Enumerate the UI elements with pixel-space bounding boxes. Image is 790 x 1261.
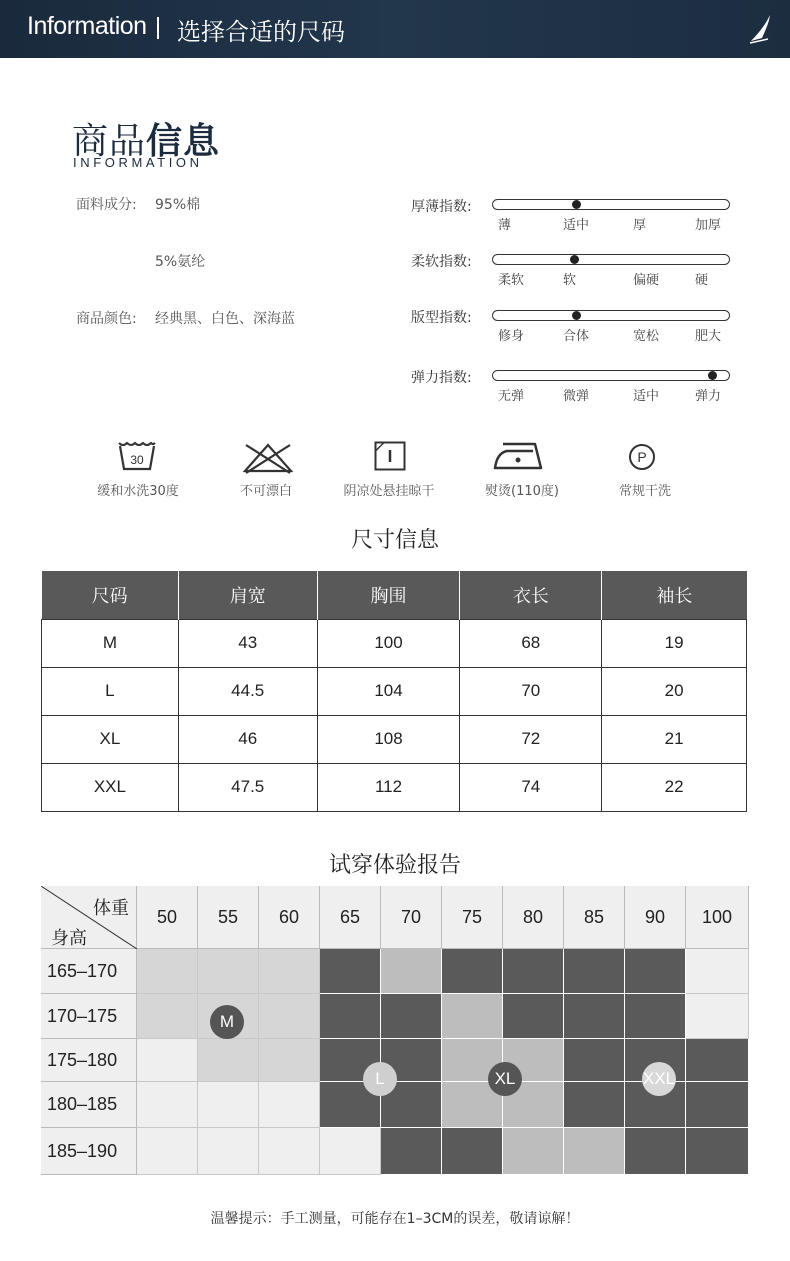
height-header: 170–175	[41, 994, 137, 1039]
care-label-iron: 熨烫(110度)	[485, 484, 559, 499]
fit-cell	[259, 949, 320, 994]
care-label-wash: 缓和水洗30度	[97, 484, 179, 499]
index-tick-label: 软	[563, 273, 577, 288]
size-row	[42, 715, 747, 763]
index-tick-label: 无弹	[498, 389, 525, 404]
fit-cell	[137, 1082, 198, 1128]
header-title-en: Information	[27, 12, 147, 40]
size-row	[42, 763, 747, 811]
index-label: 厚薄指数:	[411, 199, 472, 215]
fit-cell	[564, 1082, 625, 1128]
size-cell: 43	[178, 619, 317, 667]
product-info-title: 商品信息	[72, 121, 221, 162]
fit-cell	[259, 1082, 320, 1128]
wash-temp-text: 30	[130, 453, 144, 467]
fit-cell	[564, 949, 625, 994]
size-cell: M	[42, 619, 179, 667]
header-divider	[157, 17, 159, 39]
size-cell: 100	[317, 619, 460, 667]
size-badge: L	[363, 1062, 397, 1096]
weight-header: 60	[259, 886, 320, 949]
fit-cell	[137, 994, 198, 1039]
index-track	[492, 199, 730, 210]
height-header: 165–170	[41, 949, 137, 994]
index-tick-label: 宽松	[633, 329, 660, 344]
index-track	[492, 370, 730, 381]
index-marker	[572, 311, 581, 320]
iron-icon	[493, 441, 543, 471]
fit-cell	[686, 1128, 749, 1175]
size-cell: 47.5	[178, 763, 317, 811]
fit-cell	[625, 1128, 686, 1175]
size-cell: 72	[460, 715, 602, 763]
header-title-cn: 选择合适的尺码	[177, 18, 345, 46]
weight-header: 55	[198, 886, 259, 949]
fit-cell	[320, 994, 381, 1039]
size-cell: XL	[42, 715, 179, 763]
index-marker	[570, 255, 579, 264]
fit-cell	[198, 949, 259, 994]
size-cell: 108	[317, 715, 460, 763]
size-row	[42, 667, 747, 715]
index-tick-label: 适中	[633, 389, 660, 404]
size-row	[42, 619, 747, 667]
index-tick-label: 厚	[633, 218, 647, 233]
size-cell: 44.5	[178, 667, 317, 715]
corner-weight-label: 体重	[93, 898, 129, 919]
fit-cell	[198, 1082, 259, 1128]
fit-cell	[198, 1039, 259, 1082]
fit-cell	[564, 994, 625, 1039]
size-cell: XXL	[42, 763, 179, 811]
fit-cell	[442, 1128, 503, 1175]
fit-report-grid	[41, 886, 749, 1175]
fit-cell	[381, 949, 442, 994]
corner-height-label: 身高	[51, 928, 87, 949]
index-tick-label: 薄	[498, 218, 512, 233]
fit-cell	[442, 994, 503, 1039]
dry-clean-letter: P	[637, 449, 647, 465]
care-label-line-dry: 阴凉处悬挂晾干	[343, 484, 435, 499]
weight-header: 90	[625, 886, 686, 949]
size-header-cell: 袖长	[602, 571, 747, 619]
index-marker	[572, 200, 581, 209]
size-header-cell: 胸围	[317, 571, 460, 619]
fit-cell	[381, 994, 442, 1039]
fit-cell	[564, 1128, 625, 1175]
size-badge: M	[210, 1005, 244, 1039]
height-header: 185–190	[41, 1128, 137, 1175]
fit-cell	[442, 949, 503, 994]
fit-cell	[137, 1039, 198, 1082]
size-badge: XL	[488, 1062, 522, 1096]
index-tick-label: 合体	[563, 329, 590, 344]
weight-header: 80	[503, 886, 564, 949]
fit-cell	[564, 1039, 625, 1082]
fit-cell	[625, 949, 686, 994]
product-info-subtitle: INFORMATION	[73, 155, 203, 170]
fit-cell	[503, 1128, 564, 1175]
color-label: 商品颜色:	[76, 311, 137, 327]
color-value: 经典黑、白色、深海蓝	[155, 311, 295, 327]
index-tick-label: 微弹	[563, 389, 590, 404]
height-header: 175–180	[41, 1039, 137, 1082]
weight-header: 75	[442, 886, 503, 949]
size-header-cell: 衣长	[460, 571, 602, 619]
size-cell: 20	[602, 667, 747, 715]
index-tick-label: 加厚	[695, 218, 722, 233]
index-tick-label: 适中	[563, 218, 590, 233]
size-cell: 21	[602, 715, 747, 763]
size-section-title: 尺寸信息	[350, 528, 439, 553]
fabric-value-spandex: 5%氨纶	[155, 254, 206, 270]
weight-header: 100	[686, 886, 749, 949]
fit-cell	[259, 1039, 320, 1082]
fit-cell	[198, 1128, 259, 1175]
care-label-dry-clean: 常规干洗	[618, 484, 671, 499]
weight-header: 50	[137, 886, 198, 949]
index-tick-label: 修身	[498, 329, 525, 344]
size-cell: 22	[602, 763, 747, 811]
line-dry-shade-icon	[374, 441, 406, 471]
size-cell: L	[42, 667, 179, 715]
fit-cell	[320, 949, 381, 994]
index-tick-label: 柔软	[498, 273, 525, 288]
height-header: 180–185	[41, 1082, 137, 1128]
index-tick-label: 硬	[695, 273, 709, 288]
fit-cell	[686, 949, 749, 994]
fit-cell	[259, 1128, 320, 1175]
fit-cell	[686, 1039, 749, 1082]
index-label: 柔软指数:	[411, 254, 472, 270]
size-badge: XXL	[642, 1062, 676, 1096]
fit-cell	[259, 994, 320, 1039]
size-cell: 19	[602, 619, 747, 667]
weight-header: 70	[381, 886, 442, 949]
fit-cell	[686, 994, 749, 1039]
size-cell: 104	[317, 667, 460, 715]
fit-cell	[503, 994, 564, 1039]
fit-cell	[503, 949, 564, 994]
fit-cell	[686, 1082, 749, 1128]
size-header-cell: 肩宽	[178, 571, 317, 619]
footnote: 温馨提示：手工测量，可能存在1–3CM的误差，敬请谅解！	[210, 1211, 580, 1227]
fit-cell	[381, 1128, 442, 1175]
wash-30-icon	[117, 440, 157, 472]
sail-logo-icon	[748, 14, 774, 44]
size-cell: 70	[460, 667, 602, 715]
weight-header: 85	[564, 886, 625, 949]
header-bar	[0, 0, 790, 58]
index-track	[492, 310, 730, 321]
fit-cell	[625, 994, 686, 1039]
index-label: 版型指数:	[411, 310, 472, 326]
index-track	[492, 254, 730, 265]
fit-cell	[320, 1128, 381, 1175]
fit-section-title: 试穿体验报告	[328, 853, 461, 878]
index-tick-label: 弹力	[695, 389, 722, 404]
index-marker	[708, 371, 717, 380]
size-table	[41, 571, 747, 812]
weight-header: 65	[320, 886, 381, 949]
no-bleach-icon	[242, 442, 294, 474]
dry-clean-icon	[628, 443, 656, 471]
fabric-label: 面料成分:	[76, 197, 137, 213]
fit-cell	[137, 1128, 198, 1175]
index-tick-label: 肥大	[695, 329, 722, 344]
size-cell: 68	[460, 619, 602, 667]
fit-cell	[137, 949, 198, 994]
size-cell: 112	[317, 763, 460, 811]
fabric-value-cotton: 95%棉	[155, 197, 201, 213]
size-cell: 74	[460, 763, 602, 811]
index-tick-label: 偏硬	[633, 273, 660, 288]
size-cell: 46	[178, 715, 317, 763]
size-header-cell: 尺码	[42, 571, 179, 619]
care-label-no-bleach: 不可漂白	[239, 484, 292, 499]
index-label: 弹力指数:	[411, 370, 472, 386]
